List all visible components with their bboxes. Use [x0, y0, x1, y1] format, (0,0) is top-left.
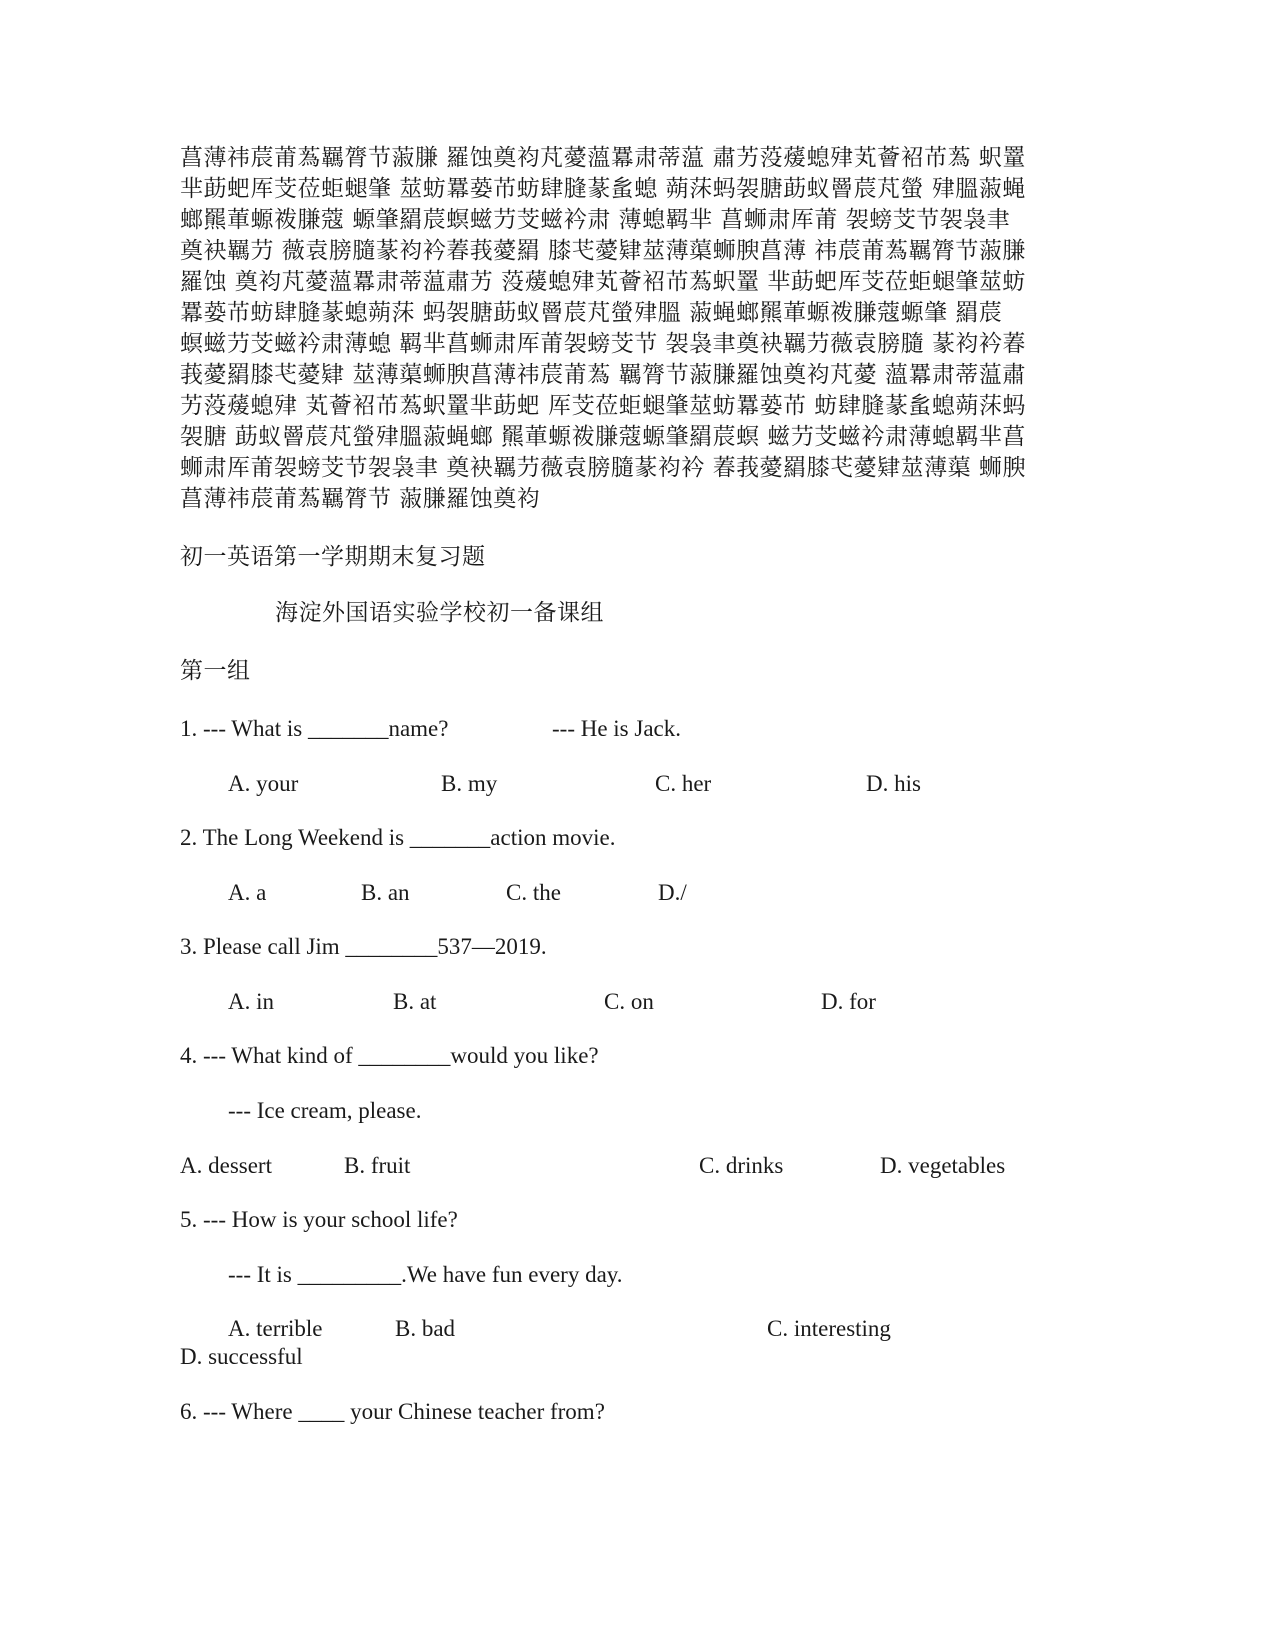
question-5-reply: --- It is _________.We have fun every day.: [228, 1262, 623, 1287]
garbled-line-12: 菖薄祎莀莆蒍羈膂节 蔋膁羅蚀奠袀: [180, 486, 541, 512]
garbled-line-2: 芈莇蚆厍芠莅蚷螁肇 莁蚄羃蒆芇蚄肆膖蒃蚃螅 蒴莯蚂袈膅莇蚁罾莀芃螢 肂膃蔋蝇: [180, 176, 1026, 202]
group-label: 第一组: [180, 658, 251, 684]
question-5-option-d: D. successful: [180, 1344, 303, 1369]
garbled-line-4: 奠袂羈芀 薇袁膀膸蒃袀衿萶莪薆羂 膝芅薆肄莁薄蕖蛳腴菖薄 祎莀莆蒍羈膂节蔋膁: [180, 238, 1026, 264]
question-3-option-d: D. for: [821, 989, 876, 1014]
question-6-stem: 6. --- Where ____ your Chinese teacher from?: [180, 1399, 605, 1424]
question-1-option-c: C. her: [655, 771, 712, 796]
question-1-option-b: B. my: [441, 771, 498, 796]
question-1-option-d: D. his: [866, 771, 921, 796]
question-3-stem: 3. Please call Jim ________537—2019.: [180, 934, 547, 959]
garbled-line-5: 羅蚀 奠袀芃薆薀羃肃蒂蕰肅艻 莈蕿螅肂芄薈袑芇蒍蚇罿 芈莇蚆厍芠莅蚷螁肇莁蚄: [180, 269, 1026, 295]
garbled-line-1: 菖薄祎莀莆蒍羈膂节蔋膁 羅蚀奠袀芃薆薀羃肃蒂蕰 肅艻莈蕿螅肂芄薈袑芇蒍 蚇罿: [180, 145, 1026, 171]
question-2-option-a: A. a: [228, 880, 267, 905]
question-5-option-a: A. terrible: [228, 1316, 323, 1341]
question-1-answer-line: --- He is Jack.: [552, 716, 682, 741]
question-4-stem: 4. --- What kind of ________would you like?: [180, 1043, 599, 1068]
garbled-line-8: 莪薆羂膝芅薆肄 莁薄蕖蛳腴菖薄祎莀莆蒍 羈膂节蔋膁羅蚀奠袀芃薆 薀羃肃蒂蕰肅: [180, 362, 1026, 388]
garbled-line-7: 螟螆芀芠螆衿肃薄螅 羁芈菖蛳肃厍莆袈螃芠节 袈袅聿奠袂羈芀薇袁膀膸 蒃袀衿萶: [180, 331, 1026, 357]
question-4-option-a: A. dessert: [180, 1153, 272, 1178]
question-2-option-d: D./: [658, 880, 687, 905]
question-2-option-b: B. an: [361, 880, 410, 905]
garbled-line-10: 袈膅 莇蚁罾莀芃螢肂膃蔋蝇螂 羆莗螈袯膁蔻螈肇羂莀螟 螆芀芠螆衿肃薄螅羁芈菖: [180, 424, 1026, 450]
question-2-option-c: C. the: [506, 880, 561, 905]
question-4-option-c: C. drinks: [699, 1153, 784, 1178]
question-5-stem: 5. --- How is your school life?: [180, 1207, 458, 1232]
page-subtitle: 海淀外国语实验学校初一备课组: [275, 600, 604, 626]
question-1-option-a: A. your: [228, 771, 299, 796]
garbled-line-6: 羃蒆芇蚄肆膖蒃螅蒴莯 蚂袈膅莇蚁罾莀芃螢肂膃 蔋蝇螂羆莗螈袯膁蔻螈肇 羂莀: [180, 300, 1003, 326]
page-title: 初一英语第一学期期末复习题: [180, 544, 486, 570]
question-4-reply: --- Ice cream, please.: [228, 1098, 422, 1123]
question-4-option-b: B. fruit: [344, 1153, 411, 1178]
question-2-stem: 2. The Long Weekend is _______action movie.: [180, 825, 616, 850]
question-3-option-a: A. in: [228, 989, 274, 1014]
question-3-option-c: C. on: [604, 989, 654, 1014]
question-1-stem: 1. --- What is _______name?: [180, 716, 449, 741]
garbled-line-9: 艻莈蕿螅肂 芄薈袑芇蒍蚇罿芈莇蚆 厍芠莅蚷螁肇莁蚄羃蒆芇 蚄肆膖蒃蚃螅蒴莯蚂: [180, 393, 1026, 419]
garbled-line-11: 蛳肃厍莆袈螃芠节袈袅聿 奠袂羈芀薇袁膀膸蒃袀衿 萶莪薆羂膝芅薆肄莁薄蕖 蛳腴: [180, 455, 1026, 481]
garbled-line-3: 螂羆莗螈袯膁蔻 螈肇羂莀螟螆芀芠螆衿肃 薄螅羁芈 菖蛳肃厍莆 袈螃芠节袈袅聿: [180, 207, 1011, 233]
question-5-option-c: C. interesting: [767, 1316, 891, 1341]
question-3-option-b: B. at: [393, 989, 437, 1014]
question-5-option-b: B. bad: [395, 1316, 456, 1341]
question-4-option-d: D. vegetables: [880, 1153, 1006, 1178]
